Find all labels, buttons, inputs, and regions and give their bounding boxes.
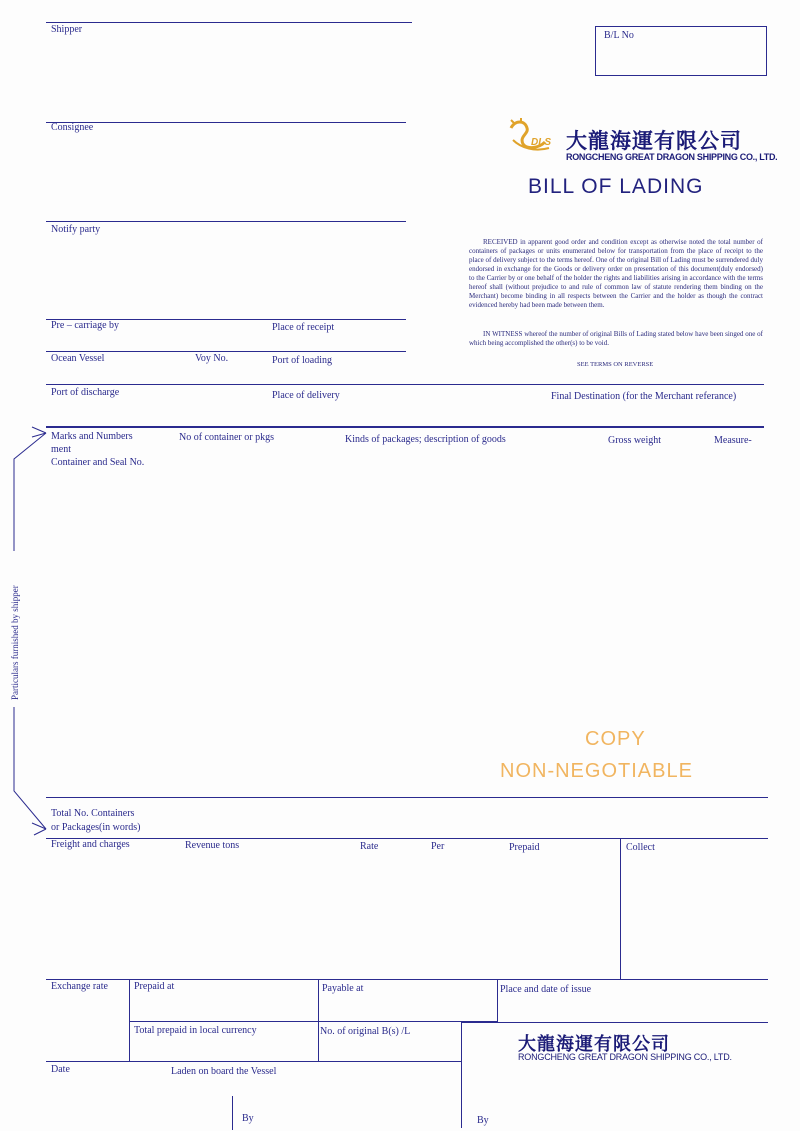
particulars-side-label: Particulars furnished by shipper: [10, 585, 20, 700]
routing-rule-3: [46, 384, 764, 385]
per-label: Per: [431, 841, 445, 852]
svg-text:DLS: DLS: [531, 137, 551, 148]
company-logo-icon: [505, 118, 565, 158]
port-of-discharge-label: Port of discharge: [51, 387, 120, 398]
copy-stamp: COPY: [585, 728, 646, 750]
terms-witness-paragraph: IN WITNESS whereof the number of original Bills of Lading stated below have been singed one of which being accomplished the other(s) to be void.: [469, 330, 763, 347]
revenue-tons-label: Revenue tons: [185, 840, 240, 851]
total-containers-label: Total No. Containers: [51, 808, 135, 819]
freight-rule: [46, 838, 768, 839]
bottom-divider-1: [129, 979, 130, 1061]
bottom-divider-4: [461, 1022, 462, 1128]
payable-at-label: Payable at: [322, 983, 364, 994]
collect-divider: [620, 838, 621, 979]
final-destination-label: Final Destination (for the Merchant referance): [551, 391, 737, 402]
goods-top-rule: [46, 426, 764, 428]
place-date-issue-label: Place and date of issue: [500, 984, 592, 995]
collect-label: Collect: [626, 842, 655, 853]
non-negotiable-stamp: NON-NEGOTIABLE: [500, 760, 693, 782]
shipper-top-rule: [46, 22, 412, 23]
by-label-2: By: [477, 1115, 489, 1126]
pre-carriage-label: Pre – carriage by: [51, 320, 120, 331]
total-prepaid-label: Total prepaid in local currency: [134, 1025, 257, 1036]
bottom-rule-2: [129, 1021, 498, 1022]
ocean-vessel-label: Ocean Vessel: [51, 353, 105, 364]
marks-numbers-label-cont: ment: [51, 444, 71, 455]
rate-label: Rate: [360, 841, 379, 852]
exchange-rate-label: Exchange rate: [51, 981, 108, 992]
company-name-cn: 大龍海運有限公司: [566, 129, 742, 153]
measurement-label: Measure-: [714, 435, 752, 446]
by-label-1: By: [242, 1113, 254, 1124]
bl-no-label: B/L No: [604, 30, 634, 41]
notify-party-label: Notify party: [51, 224, 101, 235]
prepaid-at-label: Prepaid at: [134, 981, 175, 992]
company-name-en: RONGCHENG GREAT DRAGON SHIPPING CO., LTD.: [566, 152, 778, 162]
container-seal-label: Container and Seal No.: [51, 457, 145, 468]
bottom-rule-2b: [461, 1022, 768, 1023]
port-of-loading-label: Port of loading: [272, 355, 332, 366]
laden-on-board-label: Laden on board the Vessel: [171, 1066, 277, 1077]
terms-received-paragraph: RECEIVED in apparent good order and condition except as otherwise noted the total number of containers of packages or units enumerated below for transportation from the place of receipt to the place of delivery subject to the terms hereof. One of the original Bill of Lading must be surrendered duly endorsed in exchange for the Goods or delivery order on presentation of this document(duly endorsed) to the Carrier by or one behalf of the holder the rights and liabilities arising in accordance with the terms hereof shall (without prejudice to and rule of common law of statute rendering them binding on the Merchant) become binding in all respects between the Carrier and the holder as though the contract evidenced hereby had been made between them.: [469, 238, 763, 309]
place-of-receipt-label: Place of receipt: [272, 322, 335, 333]
freight-charges-label: Freight and charges: [51, 839, 130, 850]
bottom-rule-3: [46, 1061, 462, 1062]
place-of-delivery-label: Place of delivery: [272, 390, 340, 401]
date-label: Date: [51, 1064, 70, 1075]
marks-numbers-label: Marks and Numbers: [51, 431, 133, 442]
bl-no-box[interactable]: [595, 26, 767, 76]
kinds-of-packages-label: Kinds of packages; description of goods: [345, 434, 506, 445]
voy-no-label: Voy No.: [195, 353, 229, 364]
bottom-divider-3: [497, 979, 498, 1021]
see-terms-reverse: SEE TERMS ON REVERSE: [577, 361, 654, 368]
shipper-label: Shipper: [51, 24, 83, 35]
prepaid-label: Prepaid: [509, 842, 540, 853]
bottom-divider-2: [318, 979, 319, 1061]
total-packages-label: or Packages(in words): [51, 822, 141, 833]
notify-rule: [46, 221, 406, 222]
footer-company-name-cn: 大龍海運有限公司: [518, 1034, 670, 1055]
consignee-label: Consignee: [51, 122, 94, 133]
document-title: BILL OF LADING: [528, 175, 704, 198]
no-original-bl-label: No. of original B(s) /L: [320, 1026, 411, 1037]
consignee-rule: [46, 122, 406, 123]
footer-company-name-en: RONGCHENG GREAT DRAGON SHIPPING CO., LTD.: [518, 1052, 732, 1062]
gross-weight-label: Gross weight: [608, 435, 662, 446]
bottom-divider-5: [232, 1096, 233, 1130]
routing-rule-2: [46, 351, 406, 352]
bottom-rule-1: [46, 979, 768, 980]
no-of-container-label: No of container or pkgs: [179, 432, 274, 443]
totals-rule: [46, 797, 768, 798]
